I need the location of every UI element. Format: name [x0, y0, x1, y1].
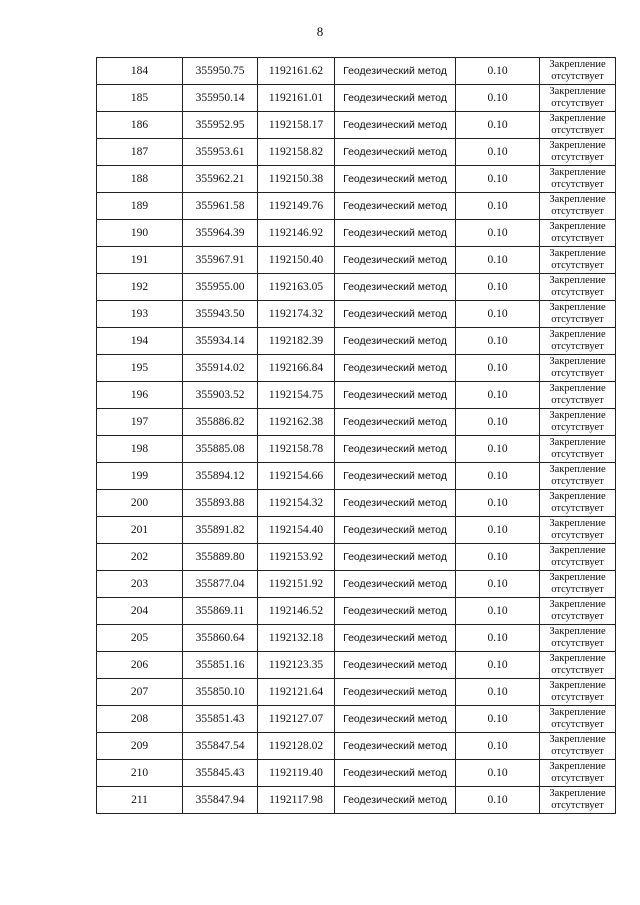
- precision-cell: 0.10: [456, 328, 540, 355]
- y-coordinate-cell: 1192151.92: [258, 571, 335, 598]
- fixing-note-cell: Закрепление отсутствует: [540, 787, 616, 814]
- y-coordinate-cell: 1192154.75: [258, 382, 335, 409]
- x-coordinate-cell: 355903.52: [183, 382, 258, 409]
- x-coordinate-cell: 355952.95: [183, 112, 258, 139]
- coordinates-table: [96, 57, 616, 814]
- method-cell: Геодезический метод: [335, 706, 456, 733]
- y-coordinate-cell: 1192150.40: [258, 247, 335, 274]
- precision-cell: 0.10: [456, 571, 540, 598]
- method-cell: Геодезический метод: [335, 166, 456, 193]
- method-cell: Геодезический метод: [335, 301, 456, 328]
- x-coordinate-cell: 355893.88: [183, 490, 258, 517]
- y-coordinate-cell: 1192149.76: [258, 193, 335, 220]
- method-cell: Геодезический метод: [335, 760, 456, 787]
- point-number-cell: 211: [97, 787, 183, 814]
- method-cell: Геодезический метод: [335, 571, 456, 598]
- point-number-cell: 186: [97, 112, 183, 139]
- x-coordinate-cell: 355943.50: [183, 301, 258, 328]
- method-cell: Геодезический метод: [335, 652, 456, 679]
- y-coordinate-cell: 1192128.02: [258, 733, 335, 760]
- fixing-note-cell: Закрепление отсутствует: [540, 679, 616, 706]
- y-coordinate-cell: 1192158.78: [258, 436, 335, 463]
- point-number-cell: 209: [97, 733, 183, 760]
- fixing-note-cell: Закрепление отсутствует: [540, 760, 616, 787]
- precision-cell: 0.10: [456, 301, 540, 328]
- y-coordinate-cell: 1192182.39: [258, 328, 335, 355]
- precision-cell: 0.10: [456, 517, 540, 544]
- precision-cell: 0.10: [456, 706, 540, 733]
- point-number-cell: 207: [97, 679, 183, 706]
- table-row: [97, 436, 616, 463]
- method-cell: Геодезический метод: [335, 328, 456, 355]
- fixing-note-cell: Закрепление отсутствует: [540, 517, 616, 544]
- fixing-note-cell: Закрепление отсутствует: [540, 274, 616, 301]
- table-row: [97, 517, 616, 544]
- method-cell: Геодезический метод: [335, 679, 456, 706]
- point-number-cell: 206: [97, 652, 183, 679]
- y-coordinate-cell: 1192146.92: [258, 220, 335, 247]
- method-cell: Геодезический метод: [335, 490, 456, 517]
- point-number-cell: 195: [97, 355, 183, 382]
- table-row: [97, 247, 616, 274]
- fixing-note-cell: Закрепление отсутствует: [540, 571, 616, 598]
- y-coordinate-cell: 1192158.82: [258, 139, 335, 166]
- method-cell: Геодезический метод: [335, 85, 456, 112]
- method-cell: Геодезический метод: [335, 733, 456, 760]
- point-number-cell: 198: [97, 436, 183, 463]
- point-number-cell: 189: [97, 193, 183, 220]
- fixing-note-cell: Закрепление отсутствует: [540, 355, 616, 382]
- y-coordinate-cell: 1192146.52: [258, 598, 335, 625]
- x-coordinate-cell: 355845.43: [183, 760, 258, 787]
- fixing-note-cell: Закрепление отсутствует: [540, 85, 616, 112]
- table-row: [97, 760, 616, 787]
- method-cell: Геодезический метод: [335, 517, 456, 544]
- point-number-cell: 191: [97, 247, 183, 274]
- x-coordinate-cell: 355851.16: [183, 652, 258, 679]
- table-row: [97, 409, 616, 436]
- precision-cell: 0.10: [456, 247, 540, 274]
- method-cell: Геодезический метод: [335, 139, 456, 166]
- x-coordinate-cell: 355877.04: [183, 571, 258, 598]
- method-cell: Геодезический метод: [335, 112, 456, 139]
- y-coordinate-cell: 1192163.05: [258, 274, 335, 301]
- method-cell: Геодезический метод: [335, 625, 456, 652]
- fixing-note-cell: Закрепление отсутствует: [540, 544, 616, 571]
- method-cell: Геодезический метод: [335, 382, 456, 409]
- precision-cell: 0.10: [456, 166, 540, 193]
- fixing-note-cell: Закрепление отсутствует: [540, 652, 616, 679]
- method-cell: Геодезический метод: [335, 436, 456, 463]
- y-coordinate-cell: 1192154.40: [258, 517, 335, 544]
- fixing-note-cell: Закрепление отсутствует: [540, 463, 616, 490]
- point-number-cell: 185: [97, 85, 183, 112]
- precision-cell: 0.10: [456, 139, 540, 166]
- y-coordinate-cell: 1192132.18: [258, 625, 335, 652]
- table-row: [97, 355, 616, 382]
- y-coordinate-cell: 1192158.17: [258, 112, 335, 139]
- x-coordinate-cell: 355950.75: [183, 58, 258, 85]
- x-coordinate-cell: 355934.14: [183, 328, 258, 355]
- method-cell: Геодезический метод: [335, 247, 456, 274]
- table-row: [97, 301, 616, 328]
- method-cell: Геодезический метод: [335, 409, 456, 436]
- x-coordinate-cell: 355964.39: [183, 220, 258, 247]
- y-coordinate-cell: 1192153.92: [258, 544, 335, 571]
- precision-cell: 0.10: [456, 220, 540, 247]
- coordinates-table-body: [97, 58, 616, 814]
- fixing-note-cell: Закрепление отсутствует: [540, 193, 616, 220]
- point-number-cell: 201: [97, 517, 183, 544]
- table-row: [97, 571, 616, 598]
- x-coordinate-cell: 355885.08: [183, 436, 258, 463]
- method-cell: Геодезический метод: [335, 463, 456, 490]
- precision-cell: 0.10: [456, 625, 540, 652]
- table-row: [97, 139, 616, 166]
- table-row: [97, 706, 616, 733]
- precision-cell: 0.10: [456, 436, 540, 463]
- point-number-cell: 204: [97, 598, 183, 625]
- method-cell: Геодезический метод: [335, 787, 456, 814]
- precision-cell: 0.10: [456, 463, 540, 490]
- fixing-note-cell: Закрепление отсутствует: [540, 382, 616, 409]
- x-coordinate-cell: 355894.12: [183, 463, 258, 490]
- precision-cell: 0.10: [456, 652, 540, 679]
- precision-cell: 0.10: [456, 490, 540, 517]
- point-number-cell: 208: [97, 706, 183, 733]
- table-row: [97, 787, 616, 814]
- precision-cell: 0.10: [456, 85, 540, 112]
- table-row: [97, 328, 616, 355]
- method-cell: Геодезический метод: [335, 193, 456, 220]
- fixing-note-cell: Закрепление отсутствует: [540, 733, 616, 760]
- x-coordinate-cell: 355869.11: [183, 598, 258, 625]
- fixing-note-cell: Закрепление отсутствует: [540, 301, 616, 328]
- table-row: [97, 598, 616, 625]
- fixing-note-cell: Закрепление отсутствует: [540, 436, 616, 463]
- precision-cell: 0.10: [456, 733, 540, 760]
- method-cell: Геодезический метод: [335, 598, 456, 625]
- fixing-note-cell: Закрепление отсутствует: [540, 166, 616, 193]
- table-row: [97, 274, 616, 301]
- method-cell: Геодезический метод: [335, 274, 456, 301]
- fixing-note-cell: Закрепление отсутствует: [540, 409, 616, 436]
- table-row: [97, 544, 616, 571]
- precision-cell: 0.10: [456, 274, 540, 301]
- y-coordinate-cell: 1192123.35: [258, 652, 335, 679]
- x-coordinate-cell: 355889.80: [183, 544, 258, 571]
- y-coordinate-cell: 1192174.32: [258, 301, 335, 328]
- x-coordinate-cell: 355847.94: [183, 787, 258, 814]
- point-number-cell: 202: [97, 544, 183, 571]
- point-number-cell: 210: [97, 760, 183, 787]
- fixing-note-cell: Закрепление отсутствует: [540, 490, 616, 517]
- point-number-cell: 199: [97, 463, 183, 490]
- table-row: [97, 652, 616, 679]
- precision-cell: 0.10: [456, 193, 540, 220]
- precision-cell: 0.10: [456, 382, 540, 409]
- table-row: [97, 463, 616, 490]
- y-coordinate-cell: 1192150.38: [258, 166, 335, 193]
- fixing-note-cell: Закрепление отсутствует: [540, 598, 616, 625]
- precision-cell: 0.10: [456, 787, 540, 814]
- table-row: [97, 733, 616, 760]
- precision-cell: 0.10: [456, 679, 540, 706]
- fixing-note-cell: Закрепление отсутствует: [540, 625, 616, 652]
- y-coordinate-cell: 1192161.62: [258, 58, 335, 85]
- x-coordinate-cell: 355953.61: [183, 139, 258, 166]
- fixing-note-cell: Закрепление отсутствует: [540, 328, 616, 355]
- y-coordinate-cell: 1192121.64: [258, 679, 335, 706]
- precision-cell: 0.10: [456, 58, 540, 85]
- x-coordinate-cell: 355914.02: [183, 355, 258, 382]
- x-coordinate-cell: 355955.00: [183, 274, 258, 301]
- precision-cell: 0.10: [456, 409, 540, 436]
- point-number-cell: 193: [97, 301, 183, 328]
- x-coordinate-cell: 355847.54: [183, 733, 258, 760]
- method-cell: Геодезический метод: [335, 544, 456, 571]
- point-number-cell: 190: [97, 220, 183, 247]
- x-coordinate-cell: 355886.82: [183, 409, 258, 436]
- point-number-cell: 205: [97, 625, 183, 652]
- y-coordinate-cell: 1192161.01: [258, 85, 335, 112]
- point-number-cell: 203: [97, 571, 183, 598]
- y-coordinate-cell: 1192117.98: [258, 787, 335, 814]
- y-coordinate-cell: 1192154.66: [258, 463, 335, 490]
- fixing-note-cell: Закрепление отсутствует: [540, 706, 616, 733]
- point-number-cell: 196: [97, 382, 183, 409]
- method-cell: Геодезический метод: [335, 220, 456, 247]
- table-row: [97, 382, 616, 409]
- x-coordinate-cell: 355851.43: [183, 706, 258, 733]
- y-coordinate-cell: 1192154.32: [258, 490, 335, 517]
- point-number-cell: 188: [97, 166, 183, 193]
- y-coordinate-cell: 1192166.84: [258, 355, 335, 382]
- fixing-note-cell: Закрепление отсутствует: [540, 112, 616, 139]
- y-coordinate-cell: 1192162.38: [258, 409, 335, 436]
- point-number-cell: 200: [97, 490, 183, 517]
- precision-cell: 0.10: [456, 112, 540, 139]
- fixing-note-cell: Закрепление отсутствует: [540, 220, 616, 247]
- table-row: [97, 679, 616, 706]
- x-coordinate-cell: 355891.82: [183, 517, 258, 544]
- table-row: [97, 625, 616, 652]
- method-cell: Геодезический метод: [335, 58, 456, 85]
- x-coordinate-cell: 355962.21: [183, 166, 258, 193]
- x-coordinate-cell: 355950.14: [183, 85, 258, 112]
- table-row: [97, 193, 616, 220]
- x-coordinate-cell: 355961.58: [183, 193, 258, 220]
- precision-cell: 0.10: [456, 598, 540, 625]
- table-row: [97, 490, 616, 517]
- table-row: [97, 166, 616, 193]
- x-coordinate-cell: 355967.91: [183, 247, 258, 274]
- point-number-cell: 197: [97, 409, 183, 436]
- table-row: [97, 85, 616, 112]
- point-number-cell: 184: [97, 58, 183, 85]
- fixing-note-cell: Закрепление отсутствует: [540, 247, 616, 274]
- fixing-note-cell: Закрепление отсутствует: [540, 139, 616, 166]
- table-row: [97, 112, 616, 139]
- table-row: [97, 58, 616, 85]
- x-coordinate-cell: 355850.10: [183, 679, 258, 706]
- y-coordinate-cell: 1192127.07: [258, 706, 335, 733]
- x-coordinate-cell: 355860.64: [183, 625, 258, 652]
- precision-cell: 0.10: [456, 544, 540, 571]
- precision-cell: 0.10: [456, 760, 540, 787]
- table-row: [97, 220, 616, 247]
- page-number: 8: [316, 24, 324, 39]
- precision-cell: 0.10: [456, 355, 540, 382]
- method-cell: Геодезический метод: [335, 355, 456, 382]
- y-coordinate-cell: 1192119.40: [258, 760, 335, 787]
- fixing-note-cell: Закрепление отсутствует: [540, 58, 616, 85]
- point-number-cell: 187: [97, 139, 183, 166]
- point-number-cell: 192: [97, 274, 183, 301]
- point-number-cell: 194: [97, 328, 183, 355]
